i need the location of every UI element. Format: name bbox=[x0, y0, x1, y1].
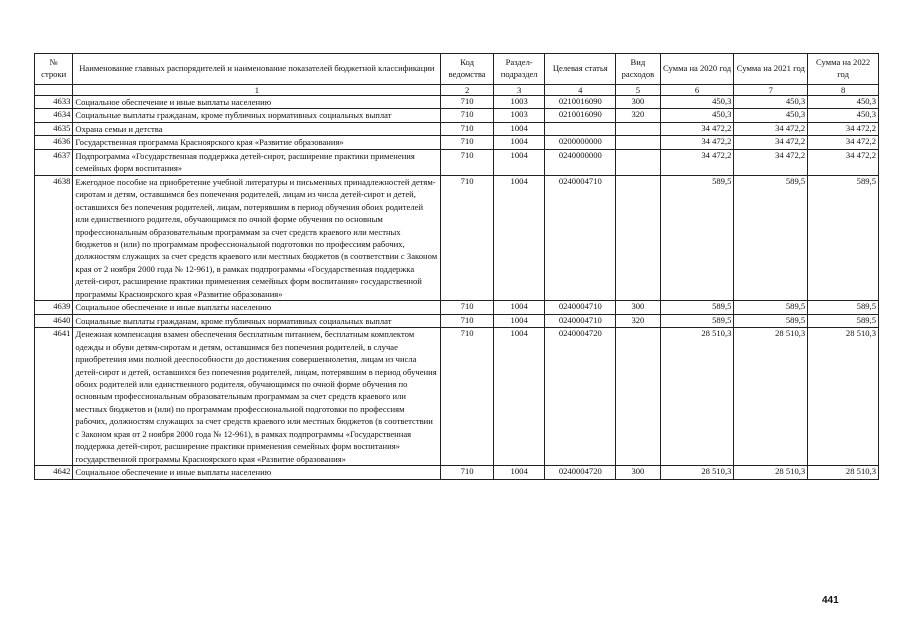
amount-2021: 28 510,3 bbox=[734, 328, 808, 466]
target-code bbox=[545, 122, 616, 135]
table-row bbox=[35, 149, 879, 175]
column-number: 8 bbox=[808, 85, 879, 96]
target-code: 0240004710 bbox=[545, 314, 616, 327]
amount-2022: 450,3 bbox=[808, 96, 879, 109]
amount-2021: 589,5 bbox=[734, 301, 808, 314]
dept-code: 710 bbox=[441, 122, 494, 135]
row-number: 4640 bbox=[35, 314, 73, 327]
amount-2022: 589,5 bbox=[808, 301, 879, 314]
header-row bbox=[35, 54, 879, 85]
amount-2021: 34 472,2 bbox=[734, 136, 808, 149]
amount-2020: 450,3 bbox=[660, 109, 734, 122]
expense-type-code: 320 bbox=[616, 314, 660, 327]
expense-type-code: 300 bbox=[616, 301, 660, 314]
page-number: 441 bbox=[822, 595, 839, 606]
amount-2021: 589,5 bbox=[734, 314, 808, 327]
column-number: 3 bbox=[493, 85, 545, 96]
section-code: 1004 bbox=[493, 466, 545, 479]
expense-type-code bbox=[616, 122, 660, 135]
expense-type-code bbox=[616, 136, 660, 149]
table-row bbox=[35, 314, 879, 327]
row-name: Социальное обеспечение и иные выплаты населению bbox=[73, 96, 441, 109]
header-row-no: № строки bbox=[35, 54, 73, 85]
column-number: 4 bbox=[545, 85, 616, 96]
expense-type-code bbox=[616, 328, 660, 466]
row-number: 4635 bbox=[35, 122, 73, 135]
header-section: Раздел-подраздел bbox=[493, 54, 545, 85]
dept-code: 710 bbox=[441, 314, 494, 327]
expense-type-code: 300 bbox=[616, 466, 660, 479]
target-code: 0240004720 bbox=[545, 466, 616, 479]
amount-2020: 34 472,2 bbox=[660, 136, 734, 149]
section-code: 1004 bbox=[493, 301, 545, 314]
dept-code: 710 bbox=[441, 96, 494, 109]
row-name: Социальное обеспечение и иные выплаты населению bbox=[73, 301, 441, 314]
header-sum-2021: Сумма на 2021 год bbox=[734, 54, 808, 85]
dept-code: 710 bbox=[441, 136, 494, 149]
dept-code: 710 bbox=[441, 328, 494, 466]
table-row bbox=[35, 136, 879, 149]
target-code: 0210016090 bbox=[545, 109, 616, 122]
header-target: Целевая статья bbox=[545, 54, 616, 85]
section-code: 1003 bbox=[493, 96, 545, 109]
row-name: Охрана семьи и детства bbox=[73, 122, 441, 135]
column-number-row bbox=[35, 85, 879, 96]
row-name: Подпрограмма «Государственная поддержка детей-сирот, расширение практики применения семейных форм воспитания» bbox=[73, 149, 441, 175]
amount-2021: 34 472,2 bbox=[734, 122, 808, 135]
amount-2022: 28 510,3 bbox=[808, 328, 879, 466]
amount-2022: 34 472,2 bbox=[808, 122, 879, 135]
amount-2020: 589,5 bbox=[660, 314, 734, 327]
header-sum-2020: Сумма на 2020 год bbox=[660, 54, 734, 85]
section-code: 1003 bbox=[493, 109, 545, 122]
table-row bbox=[35, 301, 879, 314]
amount-2021: 28 510,3 bbox=[734, 466, 808, 479]
header-name: Наименование главных распорядителей и наименование показателей бюджетной классификации bbox=[73, 54, 441, 85]
header-dept-code: Код ведомства bbox=[441, 54, 494, 85]
expense-type-code bbox=[616, 175, 660, 301]
target-code: 0200000000 bbox=[545, 136, 616, 149]
table-row bbox=[35, 109, 879, 122]
amount-2020: 589,5 bbox=[660, 175, 734, 301]
amount-2021: 450,3 bbox=[734, 109, 808, 122]
row-number: 4638 bbox=[35, 175, 73, 301]
column-number: 6 bbox=[660, 85, 734, 96]
row-name: Социальные выплаты гражданам, кроме публичных нормативных социальных выплат bbox=[73, 314, 441, 327]
row-name: Денежная компенсация взамен обеспечения бесплатным питанием, бесплатным комплектом одежды и обуви детям-сиротам и детям, оставшимся без попечения родителей, в случае приобретения ими полной дееспособности до достижения совершеннолетия, лицам из числа детей-сирот и детей, оставшихся без попечения родителей, лицам, потерявшим в период обучения обоих родителей или единственного родителя, обучающимся по очной форме обучения по основным профессиональным образовательным программам за счет средств краевого или местных бюджетов и (или) по программам профессиональной подготовки по профессиям рабочих, должностям служащих за счет средств краевого или местных бюджетов (в соответствии с Законом края от 2 ноября 2000 года № 12-961), в рамках подпрограммы «Государственная поддержка детей-сирот, расширение практики применения семейных форм воспитания» государственной программы Красноярского края «Развитие образования» bbox=[73, 328, 441, 466]
target-code: 0240004710 bbox=[545, 175, 616, 301]
dept-code: 710 bbox=[441, 301, 494, 314]
section-code: 1004 bbox=[493, 149, 545, 175]
amount-2022: 589,5 bbox=[808, 314, 879, 327]
amount-2021: 450,3 bbox=[734, 96, 808, 109]
table-row bbox=[35, 175, 879, 301]
budget-table bbox=[34, 53, 879, 480]
header-sum-2022: Сумма на 2022 год bbox=[808, 54, 879, 85]
expense-type-code: 300 bbox=[616, 96, 660, 109]
row-name: Социальное обеспечение и иные выплаты населению bbox=[73, 466, 441, 479]
amount-2020: 34 472,2 bbox=[660, 149, 734, 175]
amount-2022: 34 472,2 bbox=[808, 149, 879, 175]
header-expense-type: Вид расходов bbox=[616, 54, 660, 85]
row-number: 4637 bbox=[35, 149, 73, 175]
section-code: 1004 bbox=[493, 314, 545, 327]
table-row bbox=[35, 122, 879, 135]
amount-2020: 28 510,3 bbox=[660, 466, 734, 479]
target-code: 0210016090 bbox=[545, 96, 616, 109]
amount-2022: 450,3 bbox=[808, 109, 879, 122]
dept-code: 710 bbox=[441, 149, 494, 175]
column-number: 7 bbox=[734, 85, 808, 96]
expense-type-code bbox=[616, 149, 660, 175]
section-code: 1004 bbox=[493, 175, 545, 301]
row-number: 4641 bbox=[35, 328, 73, 466]
expense-type-code: 320 bbox=[616, 109, 660, 122]
amount-2020: 28 510,3 bbox=[660, 328, 734, 466]
amount-2022: 589,5 bbox=[808, 175, 879, 301]
table-row bbox=[35, 466, 879, 479]
table-row bbox=[35, 96, 879, 109]
section-code: 1004 bbox=[493, 122, 545, 135]
amount-2022: 34 472,2 bbox=[808, 136, 879, 149]
section-code: 1004 bbox=[493, 136, 545, 149]
row-number: 4639 bbox=[35, 301, 73, 314]
dept-code: 710 bbox=[441, 466, 494, 479]
amount-2020: 589,5 bbox=[660, 301, 734, 314]
row-name: Государственная программа Красноярского края «Развитие образования» bbox=[73, 136, 441, 149]
dept-code: 710 bbox=[441, 175, 494, 301]
row-number: 4642 bbox=[35, 466, 73, 479]
target-code: 0240000000 bbox=[545, 149, 616, 175]
column-number: 5 bbox=[616, 85, 660, 96]
amount-2021: 589,5 bbox=[734, 175, 808, 301]
section-code: 1004 bbox=[493, 328, 545, 466]
amount-2022: 28 510,3 bbox=[808, 466, 879, 479]
row-name: Ежегодное пособие на приобретение учебной литературы и письменных принадлежностей детям-сиротам и детям, оставшимся без попечения родителей, лицам из числа детей-сирот и детей, оставшихся без попечения родителей, лицам, потерявшим в период обучения обоих родителей или единственного родителя, обучающимся по очной форме обучения по основным профессиональным образовательным программам за счет средств краевого или местных бюджетов и (или) по программам профессиональной подготовки по профессиям рабочих, должностям служащих за счет средств краевого или местных бюджетов (в соответствии с Законом края от 2 ноября 2000 года № 12-961), в рамках подпрограммы «Государственная поддержка детей-сирот, расширение практики применения семейных форм воспитания» государственной программы Красноярского края «Развитие образования» bbox=[73, 175, 441, 301]
target-code: 0240004720 bbox=[545, 328, 616, 466]
dept-code: 710 bbox=[441, 109, 494, 122]
row-number: 4634 bbox=[35, 109, 73, 122]
column-number: 2 bbox=[441, 85, 494, 96]
row-number: 4636 bbox=[35, 136, 73, 149]
table-row bbox=[35, 328, 879, 466]
row-number: 4633 bbox=[35, 96, 73, 109]
amount-2020: 450,3 bbox=[660, 96, 734, 109]
amount-2021: 34 472,2 bbox=[734, 149, 808, 175]
amount-2020: 34 472,2 bbox=[660, 122, 734, 135]
target-code: 0240004710 bbox=[545, 301, 616, 314]
row-name: Социальные выплаты гражданам, кроме публичных нормативных социальных выплат bbox=[73, 109, 441, 122]
column-number: 1 bbox=[73, 85, 441, 96]
column-number bbox=[35, 85, 73, 96]
